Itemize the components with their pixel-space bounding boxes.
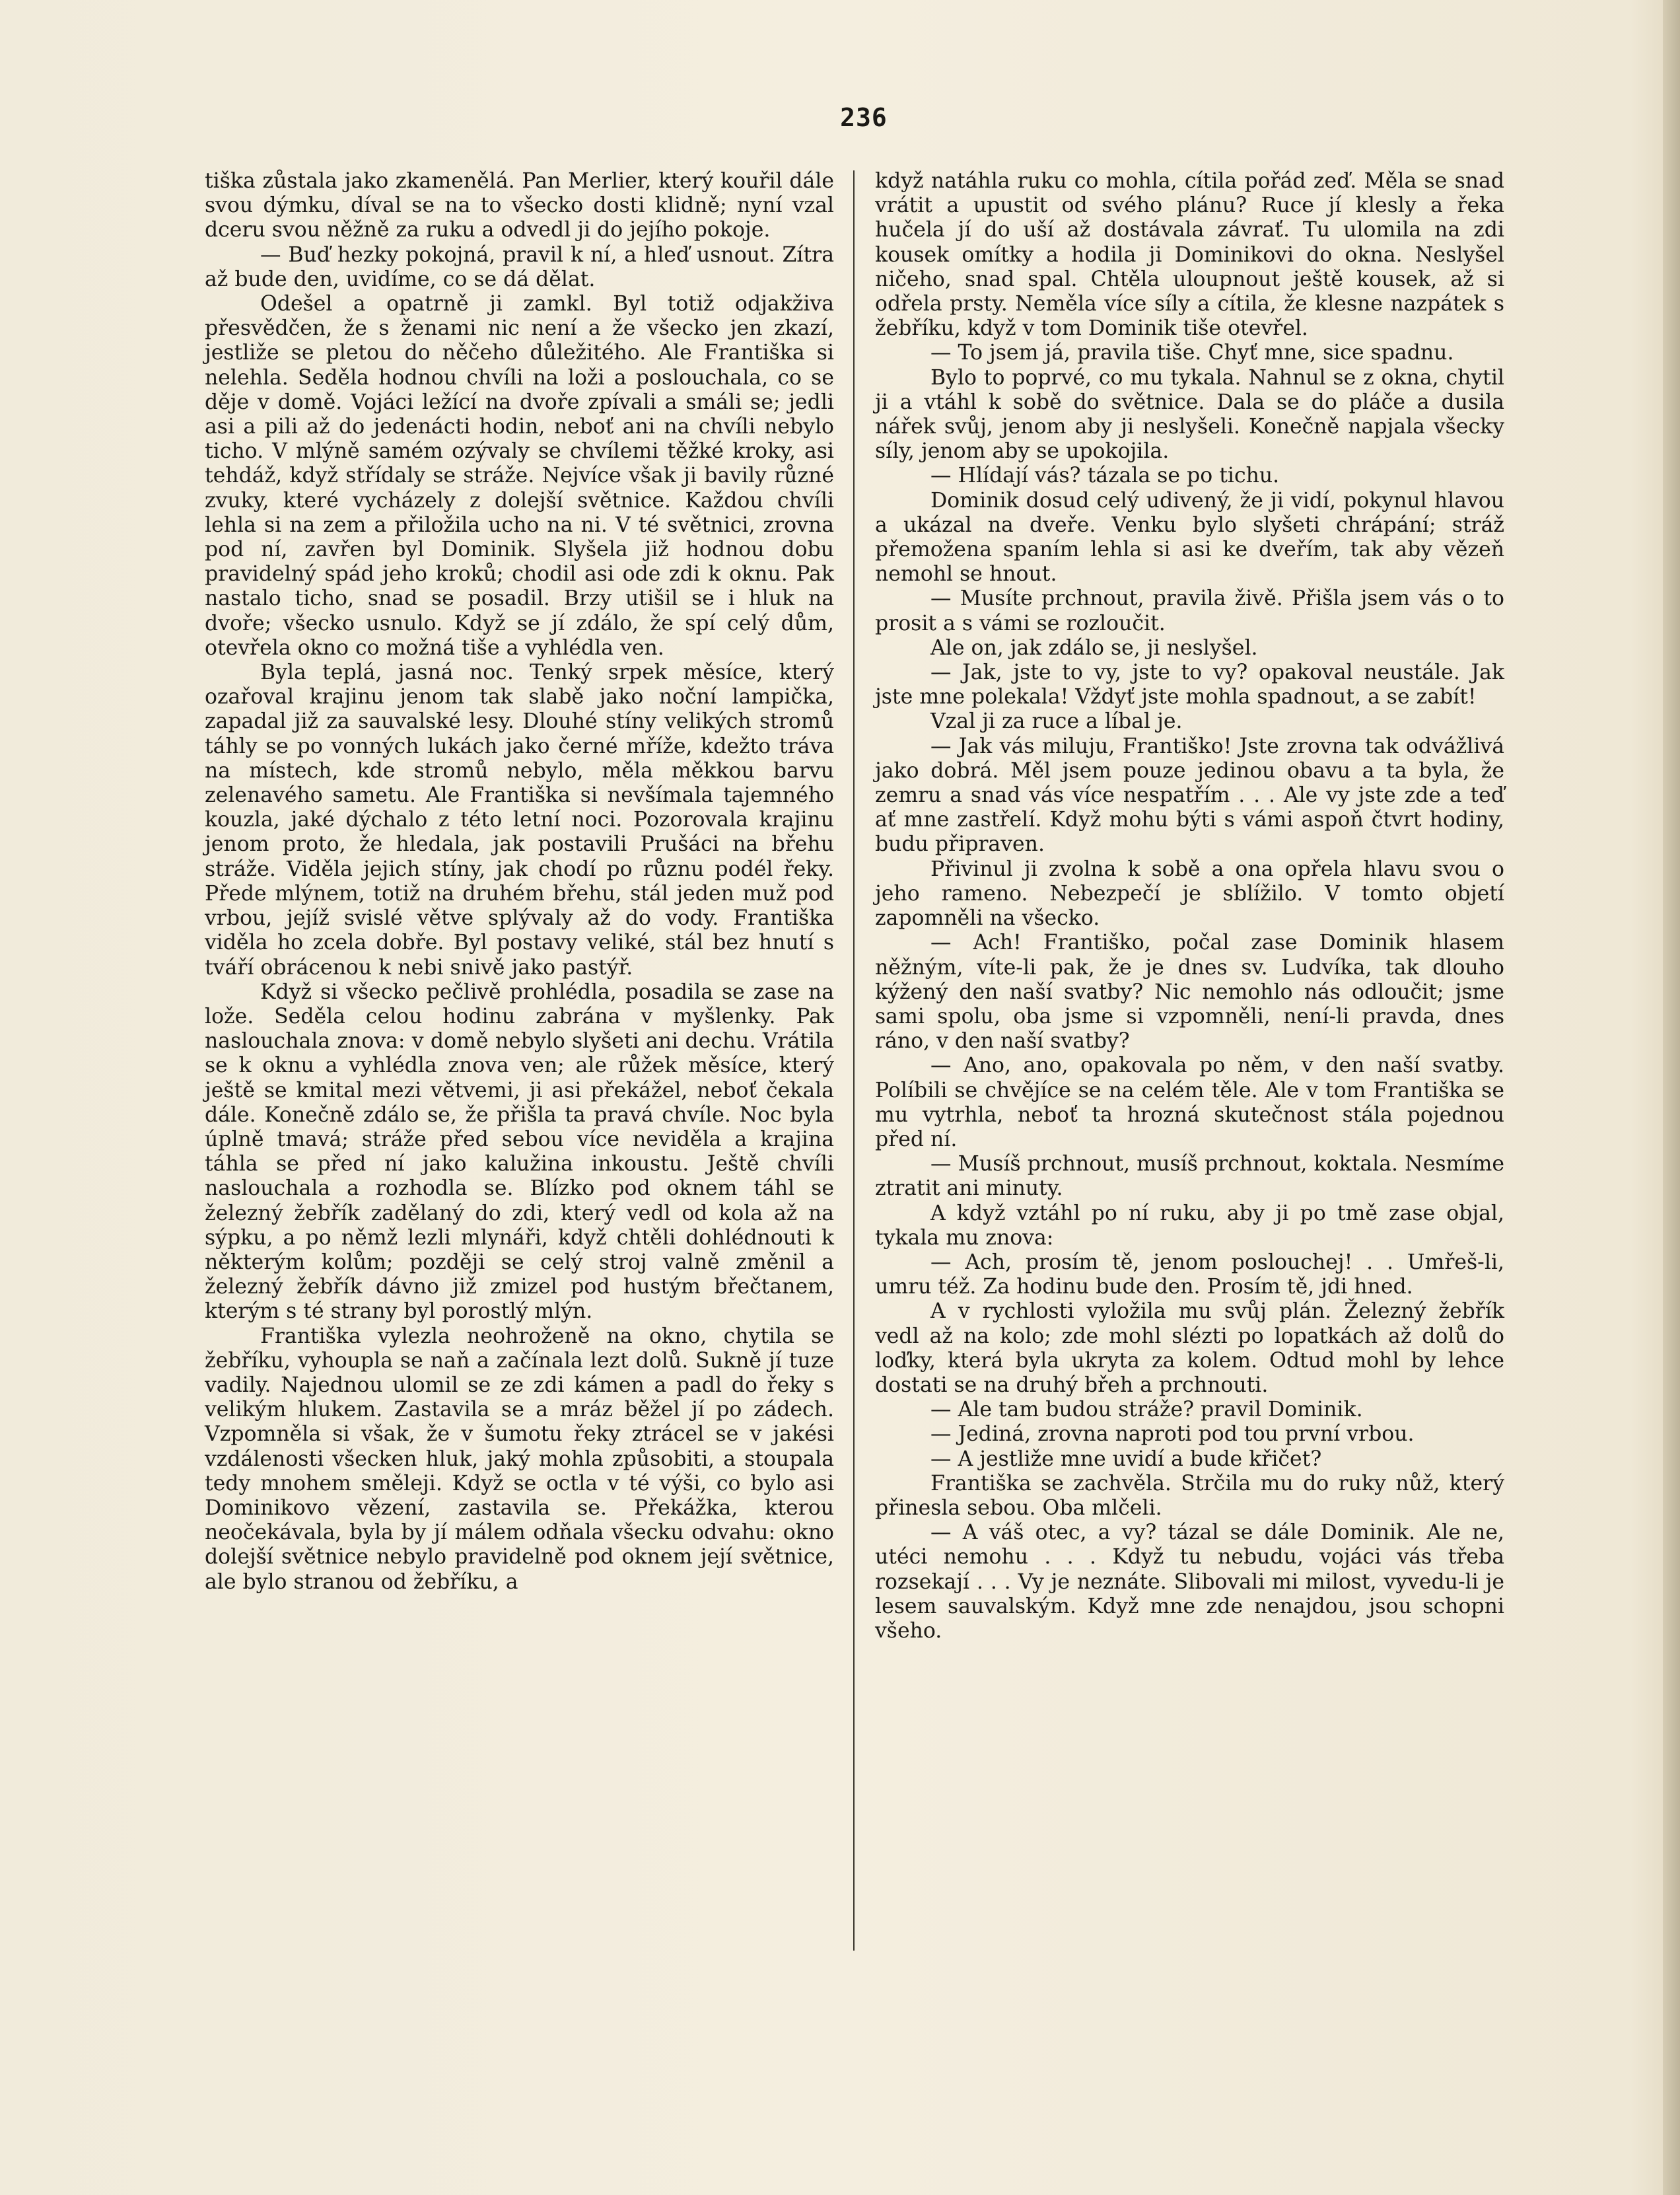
right-text-column	[875, 169, 1504, 1643]
paragraph: Když si všecko pečlivě prohlédla, posadila se zase na lože. Seděla celou hodinu zabrána v myšlenky. Pak naslouchala znova: v domě nebylo slyšeti ani dechu. Vrátila se k oknu a vyhlédla znova ven; ale růžek měsíce, který ještě se kmital mezi větvemi, ji asi překážel, neboť čekala dále. Konečně zdálo se, že přišla ta pravá chvíle. Noc byla úplně tmavá; stráže před sebou více neviděla a krajina táhla se před ní jako kalužina inkoustu. Ještě chvíli naslouchala a rozhodla se. Blízko pod oknem táhl se železný žebřík zadělaný do zdi, který vedl od kola až na sýpku, a po němž lezli mlynáři, když chtěli dohlédnouti k některým kolům; později se celý stroj valně změnil a železný žebřík dávno již zmizel pod hustým břečtanem, kterým s té strany byl porostlý mlýn.	[205, 980, 834, 1324]
paragraph: — A jestliže mne uvidí a bude křičet?	[930, 1447, 1322, 1471]
paragraph: — Buď hezky pokojná, pravil k ní, a hleď usnout. Zítra až bude den, uvidíme, co se dá dělat.	[205, 242, 834, 291]
paragraph: Dominik dosud celý udivený, že ji vidí, pokynul hlavou a ukázal na dveře. Venku bylo slyšeti chrápání; stráž přemožena spaním lehla si asi ke dveřím, tak aby vězeň nemohl se hnout.	[875, 488, 1504, 587]
paragraph: — Musíš prchnout, musíš prchnout, koktala. Nesmíme ztratit ani minuty.	[875, 1152, 1504, 1201]
paragraph: — Ach, prosím tě, jenom poslouchej! . . Umřeš-li, umru též. Za hodinu bude den. Prosím tě, jdi hned.	[875, 1250, 1504, 1299]
paragraph: — Jak vás miluju, Františko! Jste zrovna tak odvážlivá jako dobrá. Měl jsem pouze jedinou obavu a ta byla, že zemru a snad vás více nespatřím . . . Ale vy jste zde a teď ať mne zastřelí. Když mohu býti s vámi aspoň čtvrt hodiny, budu připraven.	[875, 734, 1504, 857]
column-divider	[853, 170, 855, 1951]
paragraph: — A váš otec, a vy? tázal se dále Dominik. Ale ne, utéci nemohu . . . Když tu nebudu, vojáci vás třeba rozsekají . . . Vy je neznáte. Slibovali mi milost, vyvedu-li je lesem sauvalským. Když mne zde nenajdou, jsou schopni všeho.	[875, 1521, 1504, 1643]
paragraph: Odešel a opatrně ji zamkl. Byl totiž odjakživa přesvědčen, že s ženami nic není a že všecko jen zkazí, jestliže se pletou do něčeho důležitého. Ale Františka si nelehla. Seděla hodnou chvíli na loži a poslouchala, co se děje v domě. Vojáci ležící na dvoře zpívali a smáli se; jedli asi a pili až do jedenácti hodin, neboť ani na chvíli nebylo ticho. V mlýně samém ozývaly se chvílemi těžké kroky, asi tehdáž, když střídaly se stráže. Nejvíce však ji bavily různé zvuky, které vycházely z dolejší světnice. Každou chvíli lehla si na zem a přiložila ucho na ni. V té světnici, zrovna pod ní, zavřen byl Dominik. Slyšela již hodnou dobu pravidelný spád jeho kroků; chodil asi ode zdi k oknu. Pak nastalo ticho, snad se posadil. Brzy utišil se i hluk na dvoře; všecko usnulo. Když se jí zdálo, že spí celý dům, otevřela okno co možná tiše a vyhlédla ven.	[205, 292, 834, 660]
paragraph: — Ach! Františko, počal zase Dominik hlasem něžným, víte-li pak, že je dnes sv. Ludvíka, tak dlouho kýžený den naší svatby? Nic nemohlo nás odloučit; jsme sami spolu, oba jsme si vzpomněli, není-li pravda, dnes ráno, v den naší svatby?	[875, 931, 1504, 1054]
paragraph: — To jsem já, pravila tiše. Chyť mne, sice spadnu.	[930, 341, 1454, 365]
paragraph: tiška zůstala jako zkamenělá. Pan Merlier, který kouřil dále svou dýmku, díval se na to všecko dosti klidně; nyní vzal dceru svou něžně za ruku a odvedl ji do jejího pokoje.	[205, 169, 834, 242]
paragraph: — Jak, jste to vy, jste to vy? opakoval neustále. Jak jste mne polekala! Vždyť jste mohla spadnout, a se zabít!	[875, 661, 1504, 709]
paragraph: — Musíte prchnout, pravila živě. Přišla jsem vás o to prosit a s vámi se rozloučit.	[875, 587, 1504, 635]
page-binding-edge	[1663, 0, 1680, 2195]
paragraph: Františka vylezla neohroženě na okno, chytila se žebříku, vyhoupla se naň a začínala lezt dolů. Sukně jí tuze vadily. Najednou ulomil se ze zdi kámen a padl do řeky s velikým hlukem. Zastavila se a mráz běžel jí po zádech. Vzpomněla si však, že v šumotu řeky ztrácel se v jakési vzdálenosti všecken hluk, jaký mohla způsobiti, a stoupala tedy mnohem směleji. Když se octla v té výši, co bylo asi Dominikovo vězení, zastavila se. Překážka, kterou neočekávala, byla by jí málem odňala všecku odvahu: okno dolejší světnice nebylo pravidelně pod oknem její světnice, ale bylo stranou od žebříku, a	[205, 1324, 834, 1594]
paragraph: Byla teplá, jasná noc. Tenký srpek měsíce, který ozařoval krajinu jenom tak slabě jako noční lampička, zapadal již za sauvalské lesy. Dlouhé stíny velikých stromů táhly se po vonných lukách jako černé mříže, kdežto tráva na místech, kde stromů nebylo, měla měkkou barvu zelenavého sametu. Ale Františka si nevšímala tajemného kouzla, jaké dýchalo z této letní noci. Pozorovala krajinu jenom proto, že hledala, jak postavili Prušáci na břehu stráže. Viděla jejich stíny, jak chodí po různu podél řeky. Přede mlýnem, totiž na druhém břehu, stál jeden muž pod vrbou, jejíž svislé větve splývaly až do vody. Františka viděla ho zcela dobře. Byl postavy veliké, stál bez hnutí s tváří obrácenou k nebi snivě jako pastýř.	[205, 661, 834, 980]
paragraph: — Hlídají vás? tázala se po tichu.	[930, 464, 1280, 488]
paragraph: Vzal ji za ruce a líbal je.	[930, 709, 1183, 734]
paragraph: když natáhla ruku co mohla, cítila pořád zeď. Měla se snad vrátit a upustit od svého plánu? Ruce jí klesly a řeka hučela jí do uší až dostávala závrať. Tu ulomila na zdi kousek omítky a hodila ji Dominikovi do okna. Neslyšel ničeho, snad spal. Chtěla uloupnout ještě kousek, až si odřela prsty. Neměla více síly a cítila, že klesne nazpátek s žebříku, když v tom Dominik tiše otevřel.	[875, 169, 1504, 341]
page-number: 236	[840, 103, 888, 132]
paragraph: A v rychlosti vyložila mu svůj plán. Železný žebřík vedl až na kolo; zde mohl slézti po lopatkách až dolů do loďky, která byla ukryta za kolem. Odtud mohl by lehce dostati se na druhý břeh a prchnouti.	[875, 1299, 1504, 1397]
paragraph: Přivinul ji zvolna k sobě a ona opřela hlavu svou o jeho rameno. Nebezpečí je sblížilo. V tomto objetí zapomněli na všecko.	[875, 857, 1504, 931]
paragraph: A když vztáhl po ní ruku, aby ji po tmě zase objal, tykala mu znova:	[875, 1201, 1504, 1250]
paragraph: — Ano, ano, opakovala po něm, v den naší svatby. Políbili se chvějíce se na celém těle. Ale v tom Františka se mu vytrhla, neboť ta hrozná skutečnost stála pojednou před ní.	[875, 1054, 1504, 1151]
paragraph: Bylo to poprvé, co mu tykala. Nahnul se z okna, chytil ji a vtáhl k sobě do světnice. Dala se do pláče a dusila nářek svůj, jenom aby ji neslyšeli. Konečně napjala všecky síly, jenom aby se upokojila.	[875, 365, 1504, 464]
paragraph: — Jediná, zrovna naproti pod tou první vrbou.	[930, 1422, 1415, 1447]
left-text-column	[205, 169, 834, 1595]
paragraph: — Ale tam budou stráže? pravil Dominik.	[930, 1398, 1363, 1422]
paragraph: Františka se zachvěla. Strčila mu do ruky nůž, který přinesla sebou. Oba mlčeli.	[875, 1471, 1504, 1520]
paragraph: Ale on, jak zdálo se, ji neslyšel.	[930, 635, 1258, 660]
